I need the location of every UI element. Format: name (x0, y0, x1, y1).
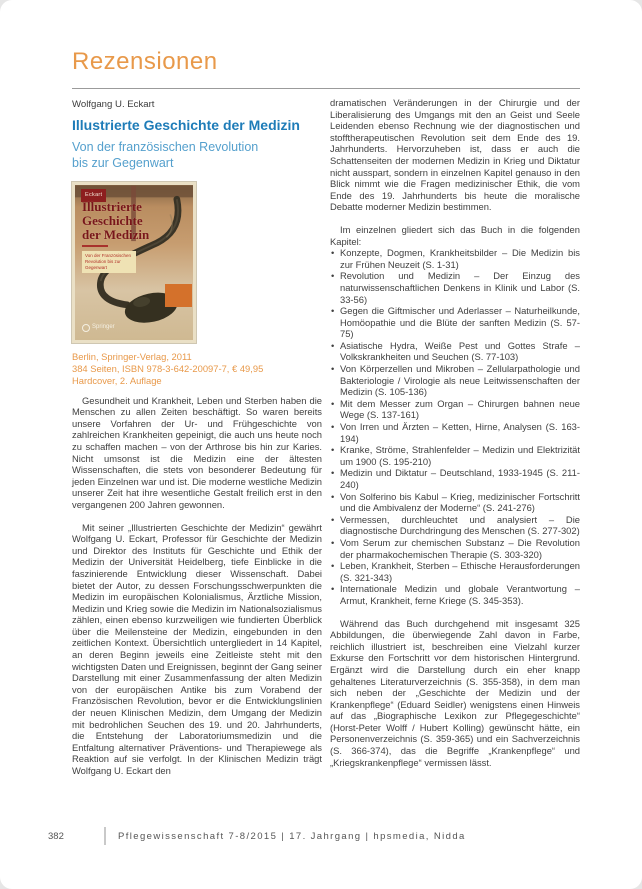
left-column (72, 97, 322, 777)
chapter-item: • Von Irren und Ärzten – Ketten, Hirne, Analysen (S. 163-194) (330, 421, 580, 444)
cover-title-line3: der Medizin (82, 226, 150, 242)
publication-info-line2: 384 Seiten, ISBN 978-3-642-20097-7, € 49,95 (72, 362, 264, 374)
springer-logo (82, 322, 115, 334)
cover-title (82, 200, 149, 242)
review-paragraph-1: Gesundheit und Krankheit, Leben und Sterben haben die Menschen zu allen Zeiten beschäftigt. So waren bereits unsere Vorfahren der Ur- und Frühgeschichte von zahlreichen Krankheiten gepeinigt, die auch uns heute noch zu schaffen machen – von der Arthrose bis hin zur Karies. Nicht umsonst ist die Medizin eine der ältesten Wissenschaften, die stets von besonderer Bedeutung für jeden Einzelnen war und ist. Die moderne westliche Medizin unserer Zeit hat ihre wesentliche Gestalt freilich erst in den vergangenen 200 Jahren gewonnen. (72, 394, 322, 510)
chapter-item: • Von Solferino bis Kabul – Krieg, medizinischer Fortschritt und die Ambivalenz der Moderne“ (S. 241-276) (330, 491, 580, 514)
book-title: Illustrierte Geschichte der Medizin (72, 116, 300, 133)
chapter-list (330, 247, 580, 606)
chapter-item: • Asiatische Hydra, Weiße Pest und Gottes Strafe – Volkskrankheiten und Seuchen (S. 77-103) (330, 340, 580, 363)
chapter-item: • Kranke, Ströme, Strahlenfelder – Medizin und Elektrizität um 1900 (S. 195-210) (330, 444, 580, 467)
cover-title-line2: Geschichte (82, 212, 143, 228)
springer-logo-text: Springer (92, 324, 115, 330)
chapter-item: • Medizin und Diktatur – Deutschland, 1933-1945 (S. 211-240) (330, 467, 580, 490)
book-subtitle-line1: Von der französischen Revolution (72, 139, 259, 154)
chapter-item: • Vom Serum zur chemischen Substanz – Die Revolution der pharmakochemischen Therapie (S. 303-320) (330, 537, 580, 560)
springer-logo-icon (82, 324, 90, 332)
cover-title-line1: Illustrierte (82, 198, 142, 214)
chapter-list-intro: Im einzelnen gliedert sich das Buch in die folgenden Kapitel: (330, 223, 580, 247)
section-title: Rezensionen (72, 48, 218, 75)
footer-journal-line: Pflegewissenschaft 7-8/2015 | 17. Jahrgang | hpsmedia, Nidda (118, 831, 466, 842)
book-cover-image (72, 182, 196, 343)
publication-info-line1: Berlin, Springer-Verlag, 2011 (72, 350, 192, 362)
publication-info (72, 351, 322, 387)
review-paragraph-2: Mit seiner „Illustrierten Geschichte der Medizin“ gewährt Wolfgang U. Eckart, Professor für Geschichte der Medizin und Direktor des Instituts für Geschichte und Ethik der Medizin der Universität Heidelberg, tiefe Einblicke in die faszinierende Entwicklung dieser Wissenschaft. Dabei bietet der Autor, zu dessen Forschungsschwerpunkten die Medizin im europäischen Kolonialismus, Ärztliche Mission, Medizin und Krieg sowie die Medizin im Nationalsozialismus zählen, einen ebenso kurzweiligen wie fundierten Überblick über die Meilensteine der Medizin, eingebunden in den zeitlichen Kontext. Übersichtlich untergliedert in 14 Kapitel, an deren Beginn jeweils eine Zeitleiste steht mit den wichtigsten Daten und Ereignissen, beginnt der Gang seiner Darstellung mit einer Zusammenfassung der alten Medizin von der europäischen Antike bis zum Vorabend der Französischen Revolution, bevor er die Entwicklungslinien der neuen Klinischen Medizin, dem Umgang der Medizin mit bedrohlichen Seuchen des 19. und 20. Jahrhunderts, die Entstehung der Laboratoriumsmedizin und die Entfaltung alternativer Präventions- und Therapiewege als Reaktion auf sie verfolgt. In der Klinischen Medizin trägt Wolfgang U. Eckart den (72, 521, 322, 776)
chapter-item: • Leben, Krankheit, Sterben – Ethische Herausforderungen (S. 321-343) (330, 560, 580, 583)
cover-orange-block (165, 284, 192, 307)
publication-info-line3: Hardcover, 2. Auflage (72, 374, 162, 386)
footer-page-number: 382 (48, 831, 64, 842)
review-paragraph-continuation: dramatischen Veränderungen in der Chirurgie und der Liberalisierung des Umgangs mit den an Geist und Seele Leidenden ebenso Rechnung wie der diagnostischen und stofftherapeutischen Revolution seit dem Ende des 19. Jahrhunderts. Hervorzuheben ist, dass er auch die Schattenseiten der modernen Medizin in Krieg und Diktatur nicht ausspart, sondern in einzelnen Kapitel genauso in den Blick nimmt wie die Fragen medizinischer Ethik, die vom Ende des 19. Jahrhunderts bis heute die moralische Debatte moderner Medizin bestimmen. (330, 97, 580, 213)
chapter-item: • Mit dem Messer zum Organ – Chirurgen bahnen neue Wege (S. 137-161) (330, 398, 580, 421)
right-column (330, 97, 580, 768)
chapter-item: • Konzepte, Dogmen, Krankheitsbilder – Die Medizin bis zur Frühen Neuzeit (S. 1-31) (330, 247, 580, 270)
footer-divider (104, 827, 106, 845)
review-author: Wolfgang U. Eckart (72, 99, 155, 110)
chapter-item: • Von Körperzellen und Mikroben – Zellularpathologie und Bakteriologie / Virologie als neue Leitwissenschaften der Medizin (S. 105-136) (330, 363, 580, 398)
review-closing-paragraph: Während das Buch durchgehend mit insgesamt 325 Abbildungen, die überwiegende Zahl davon in Farbe, reichlich illustriert ist, beschreiben eine Vielzahl kurzer Exkurse den Fortschritt vor dem historischen Hintergrund. Ergänzt wird die Darstellung durch ein eher knapp gehaltenes Literaturverzeichnis (S. 355-358), in dem man sich neben der „Geschichte der Medizin und der Krankenpflege“ (Eduard Seidler) wenigstens einen Hinweis auf das „Biographische Lexikon zur Pflegegeschichte“ (Horst-Peter Wolff / Hubert Kolling) gewünscht hätte, ein Personenverzeichnis (S. 359-365) und ein Sachverzeichnis (S. 366-374), das die Begriffe „Krankenpflege“ und „Kriegskrankenpflege“ vermissen lässt. (330, 617, 580, 768)
chapter-item: • Vermessen, durchleuchtet und analysiert – Die diagnostische Durchdringung des Menschen (S. 277-302) (330, 514, 580, 537)
cover-red-rule (82, 245, 108, 247)
chapter-item: • Revolution und Medizin – Der Einzug des naturwissenschaftlichen Denkens in Klinik und Labor (S. 33-56) (330, 270, 580, 305)
header-divider (72, 88, 580, 89)
chapter-item: • Internationale Medizin und globale Verantwortung – Armut, Krankheit, ferne Kriege (S. 345-353). (330, 583, 580, 606)
chapter-item: • Gegen die Giftmischer und Aderlasser – Naturheilkunde, Homöopathie und die Blüte der sanften Medizin (S. 57-75) (330, 305, 580, 340)
cover-author-label: Eckart (81, 189, 106, 203)
book-subtitle-line2: bis zur Gegenwart (72, 155, 174, 170)
cover-subtitle-box: Von der Französischen Revolution bis zur Gegenwart (82, 251, 136, 273)
